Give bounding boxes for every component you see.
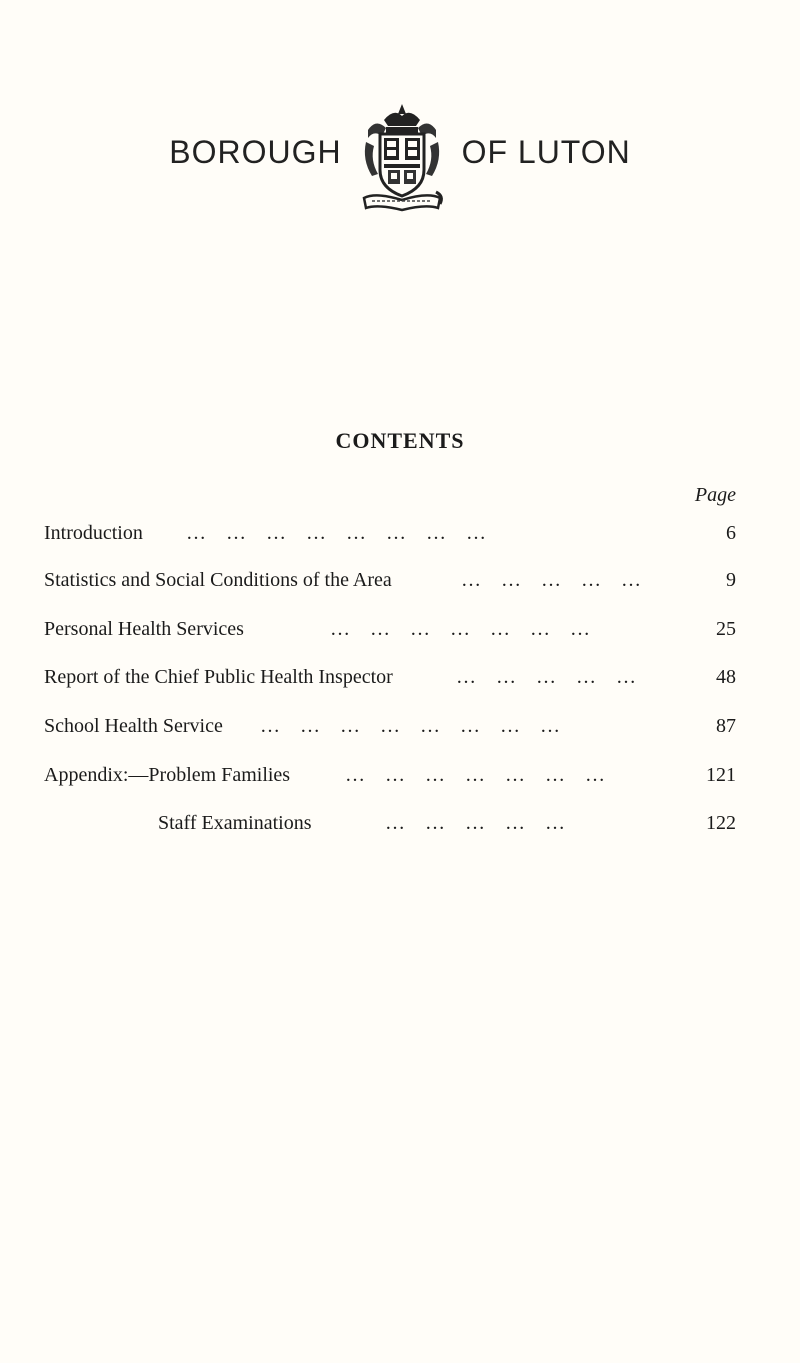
toc-entry-page: 122 xyxy=(706,812,736,834)
toc-entry-page: 87 xyxy=(716,715,736,737)
toc-entry-label: Report of the Chief Public Health Inspector xyxy=(44,666,393,688)
toc-entry-staff-examinations xyxy=(44,808,736,838)
toc-leader-dots: … … … … … … … xyxy=(345,764,605,786)
toc-entry-personal-health xyxy=(44,614,736,644)
toc-leader-dots: … … … … … … … … xyxy=(186,522,486,544)
toc-entry-label: Personal Health Services xyxy=(44,618,244,640)
header-left-text: BOROUGH xyxy=(169,134,342,170)
toc-entry-label: Introduction xyxy=(44,522,143,544)
toc-entry-problem-families xyxy=(44,760,736,790)
toc-entry-page: 25 xyxy=(716,618,736,640)
document-header xyxy=(0,100,800,218)
toc-entry-label: Staff Examinations xyxy=(158,812,312,834)
toc-entry-page: 6 xyxy=(726,522,736,544)
borough-crest-icon xyxy=(356,100,448,218)
page-column-heading: Page xyxy=(694,484,736,506)
header-right-text: OF LUTON xyxy=(461,134,631,170)
toc-entry-statistics xyxy=(44,565,736,595)
toc-leader-dots: … … … … … xyxy=(385,812,565,834)
toc-entry-introduction xyxy=(44,518,736,548)
toc-entry-page: 121 xyxy=(706,764,736,786)
toc-entry-page: 9 xyxy=(726,569,736,591)
toc-entry-label: School Health Service xyxy=(44,715,223,737)
toc-entry-label: Appendix:—Problem Families xyxy=(44,764,291,786)
contents-title: CONTENTS xyxy=(335,428,465,453)
toc-leader-dots: … … … … … xyxy=(461,569,641,591)
toc-leader-dots: … … … … … xyxy=(456,666,636,688)
toc-leader-dots: … … … … … … … … xyxy=(260,715,560,737)
toc-entry-chief-inspector xyxy=(44,662,736,692)
toc-leader-dots: … … … … … … … xyxy=(330,618,590,640)
toc-entry-page: 48 xyxy=(716,666,736,688)
toc-entry-school-health xyxy=(44,711,736,741)
toc-entry-label: Statistics and Social Conditions of the Area xyxy=(44,569,392,591)
